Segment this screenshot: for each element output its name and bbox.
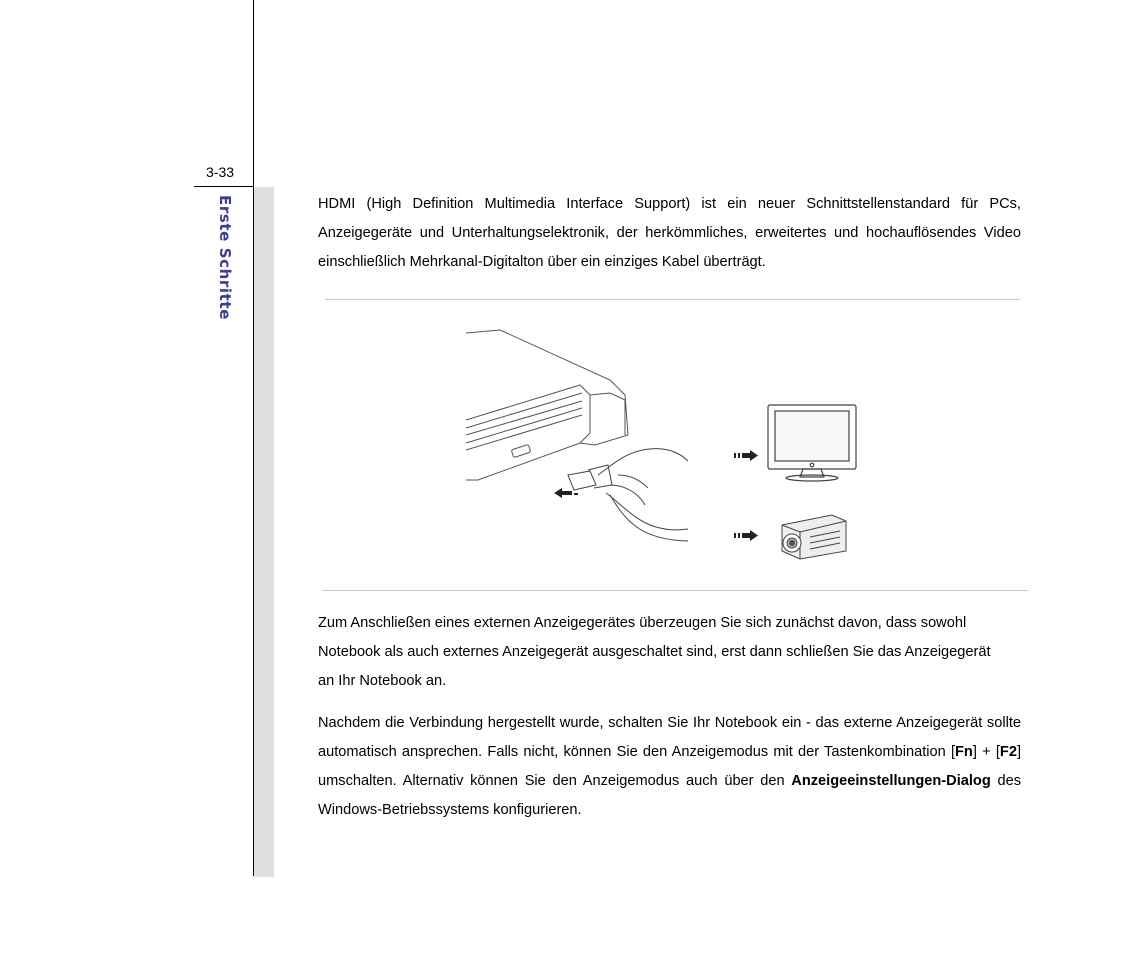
projector-illustration bbox=[782, 515, 846, 559]
page-number-rule bbox=[194, 186, 253, 187]
connect-paragraph: Zum Anschließen eines externen Anzeigegerätes überzeugen Sie sich zunächst davon, dass sowohl Notebook als auch externes Anzeigegerät ausgeschaltet sind, erst dann schließen Sie das Anzeigegerät an Ihr Notebook an. bbox=[318, 615, 991, 689]
hdmi-cable-illustration bbox=[568, 449, 688, 541]
margin-grey-bar bbox=[254, 187, 274, 877]
arrow-to-projector-icon bbox=[734, 530, 758, 541]
monitor-illustration bbox=[768, 405, 856, 481]
arrow-to-monitor-icon bbox=[734, 450, 758, 461]
figure-top-rule bbox=[325, 299, 1020, 300]
intro-paragraph: HDMI (High Definition Multimedia Interface Support) ist ein neuer Schnittstellenstandard für PCs, Anzeigegeräte und Unterhaltungselektronik, der herkömmliches, erweitertes und hochauflösendes Video einschließlich Mehrkanal-Digitalton über ein einziges Kabel überträgt. bbox=[318, 196, 1021, 270]
key-f2: F2 bbox=[999, 744, 1017, 760]
key-fn: Fn bbox=[955, 744, 973, 760]
notebook-illustration bbox=[466, 330, 628, 480]
configuration-paragraph: Nachdem die Verbindung hergestellt wurde, schalten Sie Ihr Notebook ein - das externe Anzeigegerät sollte automatisch ansprechen. Falls nicht, können Sie den Anzeigemodus mit der Tastenkombination [Fn] + [F2] umschalten. Alternativ können Sie den Anzeigemodus auch über den Anzeigeeinstellungen-Dialog des Windows-Betriebssystems konfigurieren. bbox=[318, 715, 1021, 818]
hdmi-connection-illustration bbox=[460, 325, 880, 575]
section-title: Erste Schritte bbox=[216, 195, 234, 320]
display-settings-dialog-name: Anzeigeeinstellungen-Dialog bbox=[791, 773, 991, 789]
page-number: 3-33 bbox=[206, 164, 235, 180]
figure-bottom-rule bbox=[322, 590, 1028, 591]
